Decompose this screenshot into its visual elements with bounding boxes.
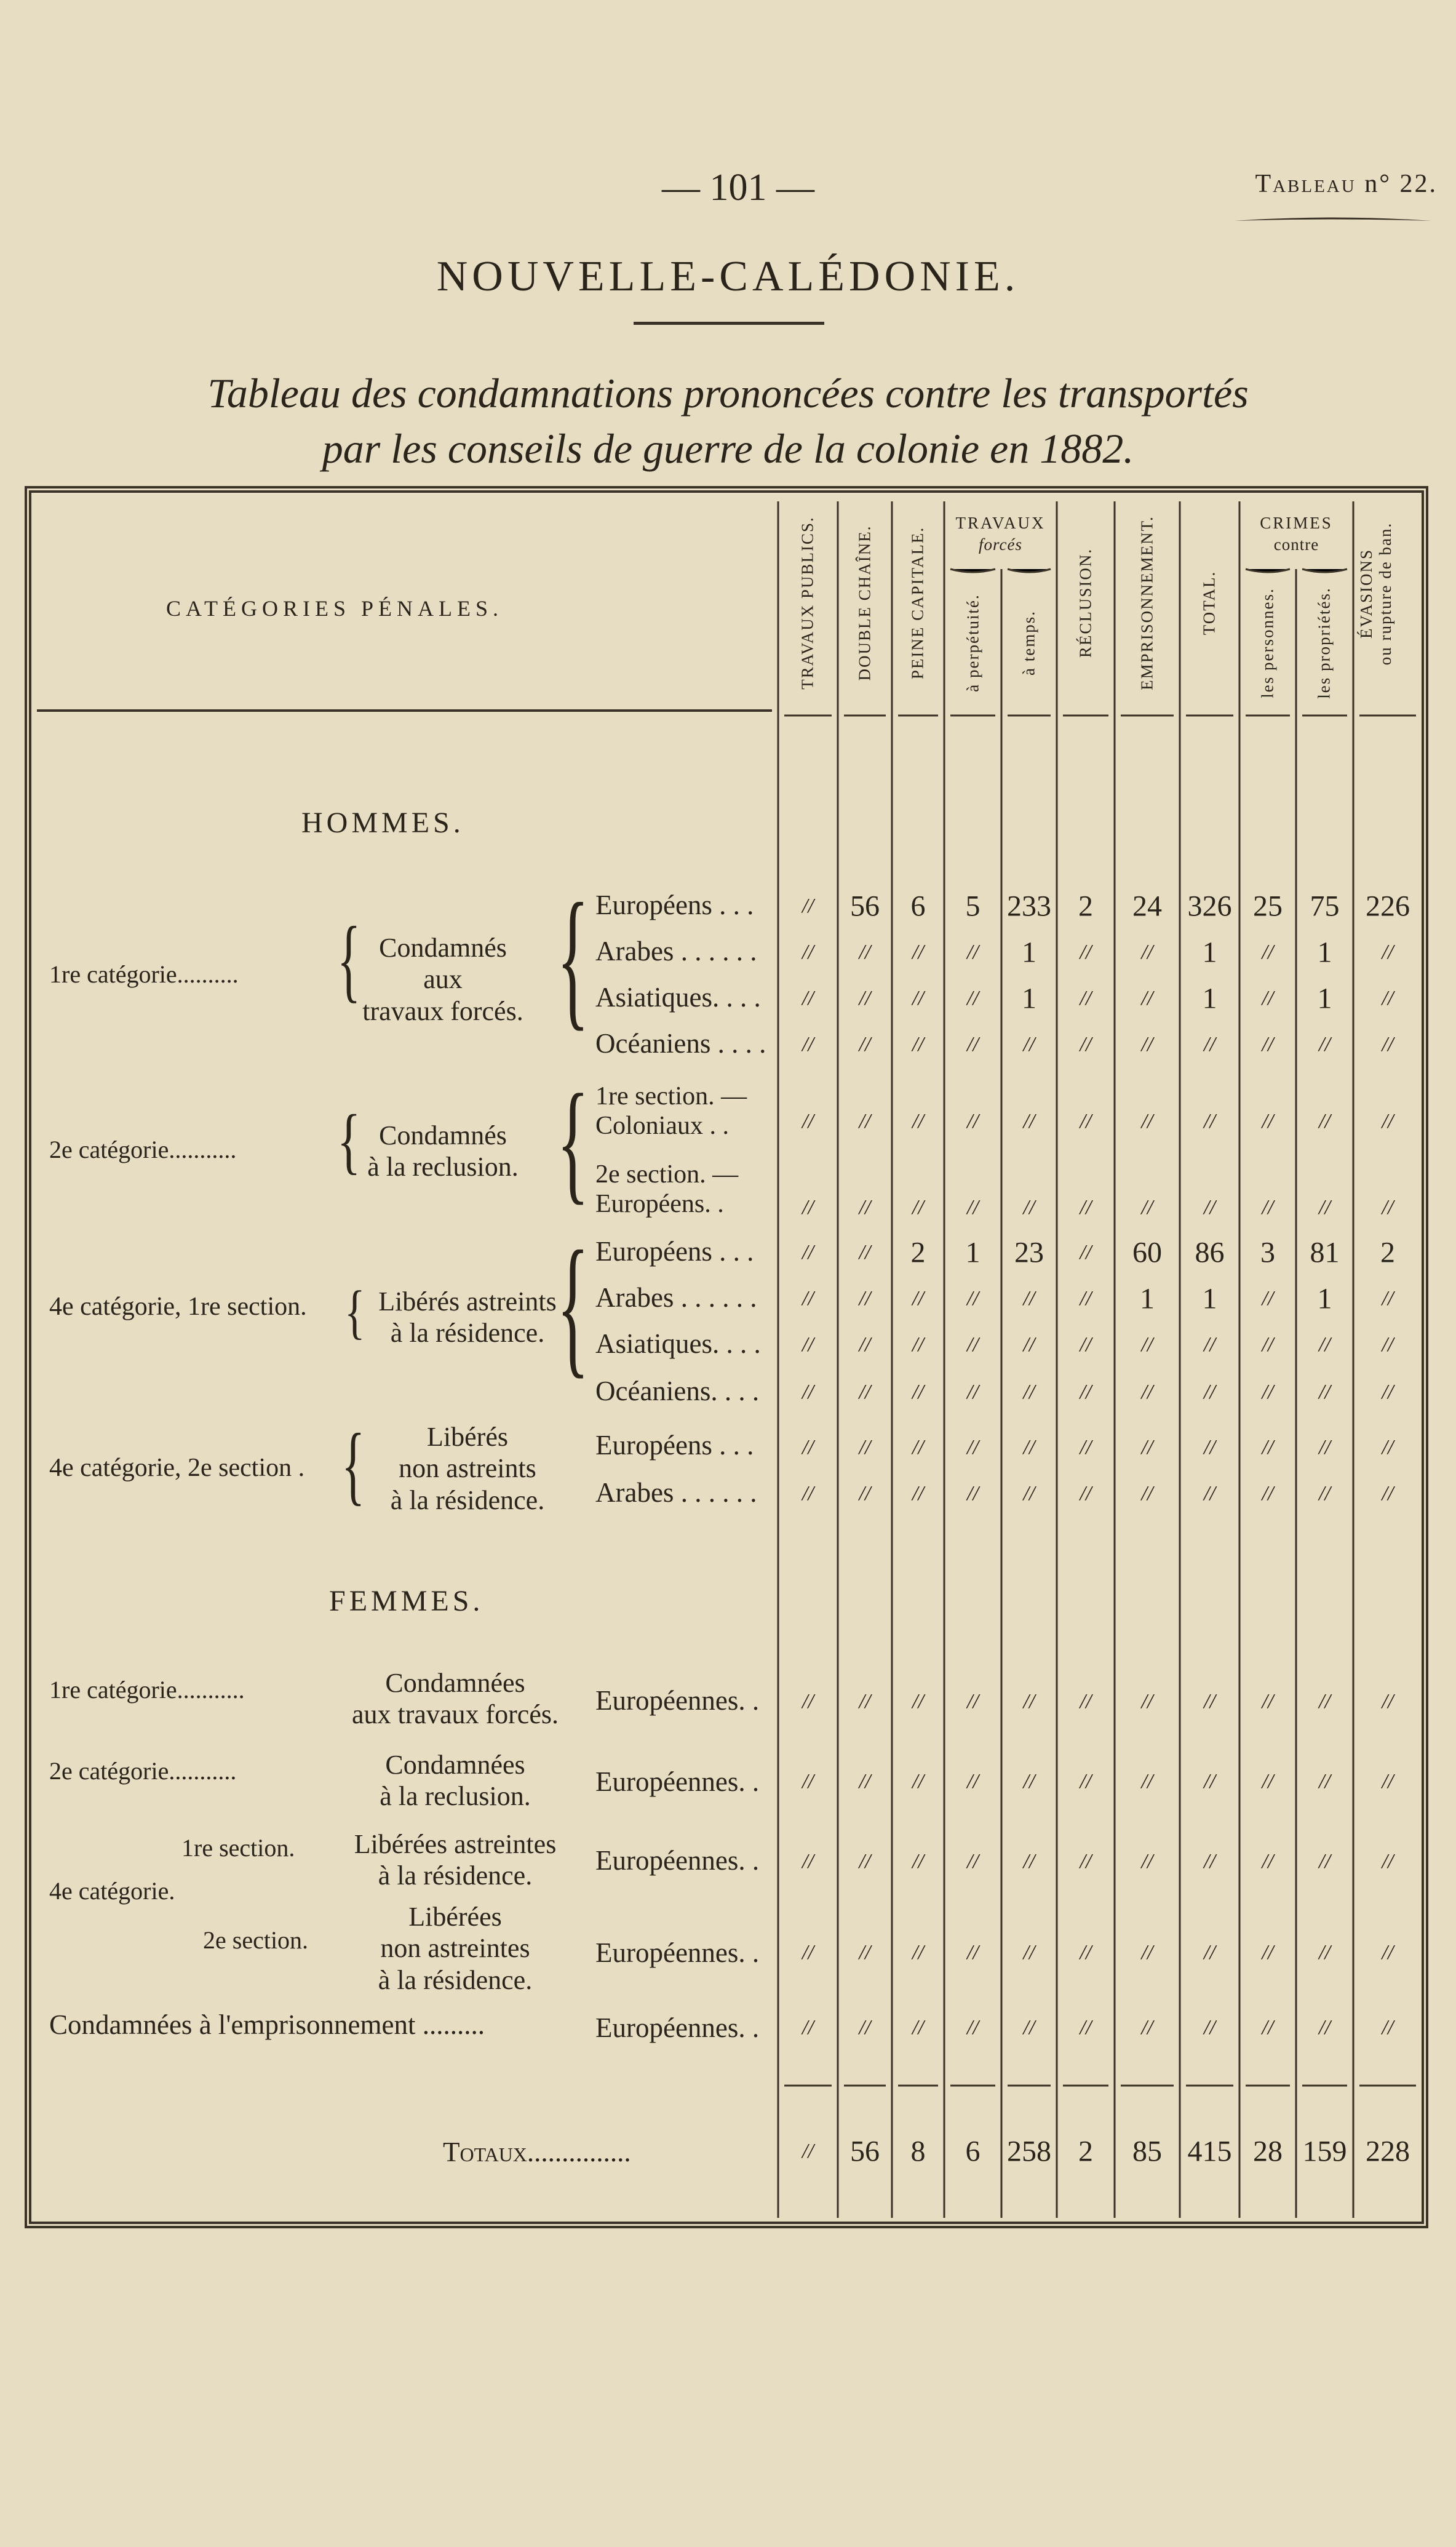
desc-line: à la résidence. bbox=[378, 1964, 533, 1995]
cell-h4b_ara-3: // bbox=[967, 1482, 979, 1505]
cell-h1_ara-1: // bbox=[859, 941, 871, 963]
cell-f_emp-0: // bbox=[802, 2016, 814, 2039]
cell-f_emp-10: // bbox=[1382, 2016, 1394, 2039]
label-europeens-b: Européens . . . bbox=[595, 1236, 754, 1267]
cell-f4_s2-6: // bbox=[1141, 1941, 1153, 1964]
label-h-cat1-desc bbox=[357, 932, 529, 1027]
cell-f_emp-8: // bbox=[1262, 2016, 1274, 2039]
cell-h1_ara-10: // bbox=[1382, 941, 1394, 963]
cell-h4a_eur-7: 86 bbox=[1195, 1236, 1225, 1269]
cell-f_emp-9: // bbox=[1319, 2016, 1331, 2039]
header-evasions-line2: ou rupture de ban. bbox=[1376, 522, 1394, 666]
header-crimes: CRIMES bbox=[1260, 514, 1333, 532]
label-f-cat2: 2e catégorie........... bbox=[49, 1757, 237, 1785]
cell-h4a_asi-5: // bbox=[1080, 1333, 1092, 1356]
cell-h4a_ara-4: // bbox=[1023, 1287, 1035, 1310]
brace: { bbox=[557, 1066, 589, 1216]
cell-h4b_ara-6: // bbox=[1141, 1482, 1153, 1505]
cell-h4a_oce-9: // bbox=[1319, 1381, 1331, 1403]
label-h-cat4s2: 4e catégorie, 2e section . bbox=[49, 1454, 305, 1482]
label-f-cat4-s2-desc bbox=[344, 1901, 566, 1996]
cell-f1-8: // bbox=[1262, 1690, 1274, 1713]
cell-f4_s2-4: // bbox=[1023, 1941, 1035, 1964]
cell-h2_s2-5: // bbox=[1080, 1196, 1092, 1219]
cell-h2_s2-8: // bbox=[1262, 1196, 1274, 1219]
cell-h2_s1-4: // bbox=[1023, 1110, 1035, 1133]
cell-h1_eur-1: 56 bbox=[850, 890, 880, 923]
cell-f4_s2-3: // bbox=[967, 1941, 979, 1964]
cell-h4a_ara-7: 1 bbox=[1202, 1282, 1217, 1315]
cell-f_emp-4: // bbox=[1023, 2016, 1035, 2039]
cell-f1-10: // bbox=[1382, 1690, 1394, 1713]
cell-h1_asi-7: 1 bbox=[1202, 982, 1217, 1015]
label-h-cat2: 2e catégorie........... bbox=[49, 1136, 237, 1163]
label-oceaniens: Océaniens . . . . bbox=[595, 1028, 766, 1059]
cell-h2_s2-10: // bbox=[1382, 1196, 1394, 1219]
cell-h2_s2-7: // bbox=[1204, 1196, 1215, 1219]
brace: { bbox=[557, 871, 589, 1044]
label-h-cat2-desc bbox=[357, 1120, 529, 1183]
cell-h1_oce-2: // bbox=[912, 1033, 924, 1056]
cell-h4b_eur-9: // bbox=[1319, 1436, 1331, 1459]
cell-h4b_ara-1: // bbox=[859, 1482, 871, 1505]
cell-h1_asi-6: // bbox=[1141, 987, 1153, 1010]
cell-h1_ara-9: 1 bbox=[1317, 936, 1332, 969]
sub-line: 2e section. — bbox=[595, 1160, 739, 1189]
tableau-number: n° 22. bbox=[1364, 170, 1438, 198]
cell-h2_s1-5: // bbox=[1080, 1110, 1092, 1133]
cell-h1_oce-9: // bbox=[1319, 1033, 1331, 1056]
desc-line: Condamnés bbox=[379, 933, 507, 963]
cell-h4a_ara-9: 1 bbox=[1317, 1282, 1332, 1315]
cell-h1_ara-5: // bbox=[1080, 941, 1092, 963]
desc-line: Libérées bbox=[408, 1902, 502, 1932]
cell-totaux-9: 159 bbox=[1302, 2135, 1347, 2168]
cell-f4_s1-3: // bbox=[967, 1850, 979, 1873]
header-reclusion: RÉCLUSION. bbox=[1076, 548, 1095, 658]
cell-f2-8: // bbox=[1262, 1770, 1274, 1793]
label-europeennes-d: Européennes. . bbox=[595, 1937, 760, 1968]
cell-h1_eur-4: 233 bbox=[1007, 890, 1051, 923]
cell-h4a_eur-10: 2 bbox=[1380, 1236, 1395, 1269]
cell-h4a_ara-3: // bbox=[967, 1287, 979, 1310]
cell-h1_eur-0: // bbox=[802, 895, 814, 917]
cell-h4a_eur-1: // bbox=[859, 1241, 871, 1264]
cell-h4a_oce-10: // bbox=[1382, 1381, 1394, 1403]
label-f-cat4-s1: 1re section. bbox=[181, 1834, 295, 1862]
cell-h4a_oce-5: // bbox=[1080, 1381, 1092, 1403]
cell-h4b_eur-2: // bbox=[912, 1436, 924, 1459]
desc-line: non astreintes bbox=[380, 1933, 530, 1964]
cell-h2_s2-9: // bbox=[1319, 1196, 1331, 1219]
desc-line: Condamnées bbox=[385, 1750, 525, 1780]
cell-h1_oce-3: // bbox=[967, 1033, 979, 1056]
cell-h2_s2-6: // bbox=[1141, 1196, 1153, 1219]
cell-f4_s2-0: // bbox=[802, 1941, 814, 1964]
label-europeennes-c: Européennes. . bbox=[595, 1845, 760, 1876]
cell-h1_ara-2: // bbox=[912, 941, 924, 963]
cell-totaux-5: 2 bbox=[1078, 2135, 1093, 2168]
cell-totaux-3: 6 bbox=[965, 2135, 981, 2168]
cell-h4a_oce-1: // bbox=[859, 1381, 871, 1403]
cell-totaux-0: // bbox=[802, 2140, 814, 2162]
brace: { bbox=[344, 1279, 365, 1346]
cell-f1-1: // bbox=[859, 1690, 871, 1713]
cell-f4_s2-2: // bbox=[912, 1941, 924, 1964]
cell-f_emp-7: // bbox=[1204, 2016, 1215, 2039]
sub-line: Coloniaux . . bbox=[595, 1112, 729, 1141]
cell-f1-6: // bbox=[1141, 1690, 1153, 1713]
cell-h1_eur-3: 5 bbox=[965, 890, 981, 923]
cell-h1_oce-6: // bbox=[1141, 1033, 1153, 1056]
cell-h1_ara-6: // bbox=[1141, 941, 1153, 963]
cell-h1_oce-10: // bbox=[1382, 1033, 1394, 1056]
header-double-chaine: DOUBLE CHAÎNE. bbox=[855, 525, 874, 681]
cell-f4_s2-10: // bbox=[1382, 1941, 1394, 1964]
cell-h4a_ara-5: // bbox=[1080, 1287, 1092, 1310]
brace: { bbox=[341, 1416, 365, 1515]
cell-h1_oce-0: // bbox=[802, 1033, 814, 1056]
cell-h4b_eur-1: // bbox=[859, 1436, 871, 1459]
cell-f1-9: // bbox=[1319, 1690, 1331, 1713]
cell-h4a_asi-10: // bbox=[1382, 1333, 1394, 1356]
cell-h4a_eur-2: 2 bbox=[910, 1236, 926, 1269]
cell-f4_s2-1: // bbox=[859, 1941, 871, 1964]
cell-h1_asi-5: // bbox=[1080, 987, 1092, 1010]
cell-f1-3: // bbox=[967, 1690, 979, 1713]
cell-h4b_ara-7: // bbox=[1204, 1482, 1215, 1505]
cell-h2_s2-2: // bbox=[912, 1196, 924, 1219]
cell-f4_s2-8: // bbox=[1262, 1941, 1274, 1964]
header-emprisonnement: EMPRISONNEMENT. bbox=[1137, 516, 1156, 690]
cell-h2_s1-7: // bbox=[1204, 1110, 1215, 1133]
cell-h4a_ara-8: // bbox=[1262, 1287, 1274, 1310]
section-hommes: HOMMES. bbox=[301, 807, 464, 839]
cell-f1-4: // bbox=[1023, 1690, 1035, 1713]
header-a-perpetuite: à perpétuité. bbox=[963, 594, 982, 692]
cell-h4a_ara-0: // bbox=[802, 1287, 814, 1310]
cell-h1_eur-2: 6 bbox=[910, 890, 926, 923]
cell-f1-7: // bbox=[1204, 1690, 1215, 1713]
desc-line: non astreints bbox=[399, 1453, 536, 1484]
header-les-proprietes: les propriétés. bbox=[1315, 587, 1334, 699]
cell-totaux-7: 415 bbox=[1187, 2135, 1232, 2168]
cell-f2-1: // bbox=[859, 1770, 871, 1793]
label-h-cat4s1: 4e catégorie, 1re section. bbox=[49, 1293, 307, 1321]
cell-h1_asi-1: // bbox=[859, 987, 871, 1010]
desc-line: Libérés astreints bbox=[378, 1286, 557, 1317]
page-number: — 101 — bbox=[662, 167, 814, 209]
cell-h1_eur-9: 75 bbox=[1310, 890, 1340, 923]
cell-totaux-10: 228 bbox=[1366, 2135, 1410, 2168]
label-europeennes-b: Européennes. . bbox=[595, 1766, 760, 1797]
cell-h4a_asi-1: // bbox=[859, 1333, 871, 1356]
cell-h2_s2-1: // bbox=[859, 1196, 871, 1219]
cell-h4a_oce-8: // bbox=[1262, 1381, 1274, 1403]
brace: { bbox=[557, 1219, 589, 1392]
desc-line: aux bbox=[423, 964, 463, 995]
label-h-cat2-sub1 bbox=[595, 1082, 747, 1141]
cell-f2-7: // bbox=[1204, 1770, 1215, 1793]
cell-h4a_oce-2: // bbox=[912, 1381, 924, 1403]
cell-totaux-1: 56 bbox=[850, 2135, 880, 2168]
cell-h4a_asi-3: // bbox=[967, 1333, 979, 1356]
desc-line: à la reclusion. bbox=[367, 1152, 519, 1182]
cell-totaux-2: 8 bbox=[910, 2135, 926, 2168]
cell-totaux-6: 85 bbox=[1132, 2135, 1162, 2168]
cell-h4a_oce-0: // bbox=[802, 1381, 814, 1403]
cell-h4b_ara-10: // bbox=[1382, 1482, 1394, 1505]
desc-line: à la résidence. bbox=[390, 1318, 545, 1349]
cell-h4a_oce-6: // bbox=[1141, 1381, 1153, 1403]
cell-f_emp-3: // bbox=[967, 2016, 979, 2039]
cell-h4a_asi-0: // bbox=[802, 1333, 814, 1356]
cell-f4_s1-0: // bbox=[802, 1850, 814, 1873]
header-a-temps: à temps. bbox=[1019, 610, 1038, 676]
cell-h2_s1-9: // bbox=[1319, 1110, 1331, 1133]
cell-h4b_eur-4: // bbox=[1023, 1436, 1035, 1459]
cell-f4_s2-9: // bbox=[1319, 1941, 1331, 1964]
desc-line: Condamnés bbox=[379, 1120, 507, 1150]
cell-h1_asi-10: // bbox=[1382, 987, 1394, 1010]
cell-f4_s1-2: // bbox=[912, 1850, 924, 1873]
cell-h4b_ara-8: // bbox=[1262, 1482, 1274, 1505]
cell-h1_asi-2: // bbox=[912, 987, 924, 1010]
cell-f2-3: // bbox=[967, 1770, 979, 1793]
cell-h2_s1-8: // bbox=[1262, 1110, 1274, 1133]
cell-h1_eur-5: 2 bbox=[1078, 890, 1093, 923]
header-travaux-forces: TRAVAUX bbox=[955, 514, 1046, 532]
cell-h4a_eur-6: 60 bbox=[1132, 1236, 1162, 1269]
sub-line: 1re section. — bbox=[595, 1082, 747, 1110]
label-europeennes: Européennes. . bbox=[595, 1685, 760, 1716]
header-travaux-forces-sub: forcés bbox=[979, 535, 1022, 554]
cell-f4_s2-7: // bbox=[1204, 1941, 1215, 1964]
cell-f4_s1-6: // bbox=[1141, 1850, 1153, 1873]
cell-h2_s1-1: // bbox=[859, 1110, 871, 1133]
header-categories: CATÉGORIES PÉNALES. bbox=[166, 596, 504, 621]
cell-f4_s1-8: // bbox=[1262, 1850, 1274, 1873]
desc-line: Libérées astreintes bbox=[354, 1829, 557, 1859]
header-evasions-line1: ÉVASIONS bbox=[1356, 548, 1375, 639]
cell-h1_oce-5: // bbox=[1080, 1033, 1092, 1056]
label-europeens: Européens . . . bbox=[595, 890, 754, 920]
main-title: NOUVELLE-CALÉDONIE. bbox=[436, 253, 1020, 300]
label-arabes-c: Arabes . . . . . . bbox=[595, 1477, 757, 1508]
cell-h1_ara-0: // bbox=[802, 941, 814, 963]
cell-f2-5: // bbox=[1080, 1770, 1092, 1793]
cell-h4a_eur-3: 1 bbox=[965, 1236, 981, 1269]
cell-h1_ara-7: 1 bbox=[1202, 936, 1217, 969]
cell-h4a_eur-4: 23 bbox=[1014, 1236, 1044, 1269]
cell-h4a_asi-9: // bbox=[1319, 1333, 1331, 1356]
label-f-cat1: 1re catégorie........... bbox=[49, 1676, 245, 1704]
cell-f_emp-5: // bbox=[1080, 2016, 1092, 2039]
cell-f4_s1-10: // bbox=[1382, 1850, 1394, 1873]
cell-f2-4: // bbox=[1023, 1770, 1035, 1793]
cell-f4_s1-4: // bbox=[1023, 1850, 1035, 1873]
cell-totaux-8: 28 bbox=[1253, 2135, 1283, 2168]
label-europeennes-e: Européennes. . bbox=[595, 2012, 760, 2043]
cell-h4a_eur-8: 3 bbox=[1260, 1236, 1275, 1269]
cell-f_emp-2: // bbox=[912, 2016, 924, 2039]
cell-h4b_eur-10: // bbox=[1382, 1436, 1394, 1459]
cell-h4a_ara-2: // bbox=[912, 1287, 924, 1310]
cell-f1-2: // bbox=[912, 1690, 924, 1713]
cell-h1_eur-10: 226 bbox=[1366, 890, 1410, 923]
desc-line: travaux forcés. bbox=[362, 995, 523, 1026]
label-f-cat4-s1-desc bbox=[344, 1828, 566, 1892]
cell-f_emp-1: // bbox=[859, 2016, 871, 2039]
label-f-cat1-desc bbox=[344, 1667, 566, 1731]
section-femmes: FEMMES. bbox=[329, 1585, 484, 1617]
cell-h4b_eur-6: // bbox=[1141, 1436, 1153, 1459]
cell-h1_oce-1: // bbox=[859, 1033, 871, 1056]
cell-h2_s1-2: // bbox=[912, 1110, 924, 1133]
cell-f4_s1-9: // bbox=[1319, 1850, 1331, 1873]
cell-h1_ara-8: // bbox=[1262, 941, 1274, 963]
label-h-cat1: 1re catégorie.......... bbox=[49, 960, 239, 988]
cell-f1-5: // bbox=[1080, 1690, 1092, 1713]
cell-f2-2: // bbox=[912, 1770, 924, 1793]
cell-h4b_eur-3: // bbox=[967, 1436, 979, 1459]
desc-line: aux travaux forcés. bbox=[352, 1699, 559, 1730]
header-total: TOTAL. bbox=[1199, 570, 1219, 636]
cell-h1_eur-8: 25 bbox=[1253, 890, 1283, 923]
cell-h1_asi-0: // bbox=[802, 987, 814, 1010]
cell-h4a_eur-5: // bbox=[1080, 1241, 1092, 1264]
cell-h1_asi-3: // bbox=[967, 987, 979, 1010]
desc-line: Libérés bbox=[427, 1422, 508, 1452]
cell-f4_s1-5: // bbox=[1080, 1850, 1092, 1873]
cell-h1_oce-7: // bbox=[1204, 1033, 1215, 1056]
header-travaux-publics: TRAVAUX PUBLICS. bbox=[798, 516, 817, 690]
tableau-prefix: Tableau bbox=[1255, 170, 1356, 198]
cell-h4b_eur-0: // bbox=[802, 1436, 814, 1459]
cell-h1_asi-9: 1 bbox=[1317, 982, 1332, 1015]
label-h-cat4s1-desc bbox=[366, 1286, 569, 1349]
cell-h2_s1-3: // bbox=[967, 1110, 979, 1133]
cell-h4b_ara-2: // bbox=[912, 1482, 924, 1505]
subtitle-line-2: par les conseils de guerre de la colonie en 1882. bbox=[322, 425, 1134, 472]
cell-h1_eur-6: 24 bbox=[1132, 890, 1162, 923]
cell-h4a_asi-7: // bbox=[1204, 1333, 1215, 1356]
label-arabes: Arabes . . . . . . bbox=[595, 936, 757, 967]
desc-line: Condamnées bbox=[385, 1668, 525, 1698]
cell-f4_s2-5: // bbox=[1080, 1941, 1092, 1964]
desc-line: à la reclusion. bbox=[380, 1781, 531, 1812]
label-asiatiques-b: Asiatiques. . . . bbox=[595, 1328, 761, 1359]
label-oceaniens-b: Océaniens. . . . bbox=[595, 1376, 760, 1406]
cell-h4a_asi-2: // bbox=[912, 1333, 924, 1356]
cell-h1_asi-8: // bbox=[1262, 987, 1274, 1010]
cell-h1_ara-4: 1 bbox=[1022, 936, 1036, 969]
desc-line: à la résidence. bbox=[390, 1485, 545, 1515]
cell-h1_oce-8: // bbox=[1262, 1033, 1274, 1056]
label-asiatiques: Asiatiques. . . . bbox=[595, 982, 761, 1013]
header-peine-capitale: PEINE CAPITALE. bbox=[908, 526, 927, 680]
cell-h2_s1-6: // bbox=[1141, 1110, 1153, 1133]
cell-h1_asi-4: 1 bbox=[1022, 982, 1036, 1015]
cell-h4b_ara-0: // bbox=[802, 1482, 814, 1505]
cell-h4a_oce-3: // bbox=[967, 1381, 979, 1403]
desc-line: à la résidence. bbox=[378, 1860, 533, 1891]
cell-h1_ara-3: // bbox=[967, 941, 979, 963]
cell-f2-10: // bbox=[1382, 1770, 1394, 1793]
cell-h4b_ara-4: // bbox=[1023, 1482, 1035, 1505]
label-f-cat4: 4e catégorie. bbox=[49, 1877, 175, 1905]
cell-f2-0: // bbox=[802, 1770, 814, 1793]
cell-h4a_oce-4: // bbox=[1023, 1381, 1035, 1403]
label-f-cat2-desc bbox=[344, 1749, 566, 1812]
cell-h2_s1-10: // bbox=[1382, 1110, 1394, 1133]
cell-h4a_ara-1: // bbox=[859, 1287, 871, 1310]
cell-h1_oce-4: // bbox=[1023, 1033, 1035, 1056]
cell-h4a_ara-10: // bbox=[1382, 1287, 1394, 1310]
subtitle-line-1: Tableau des condamnations prononcées contre les transportés bbox=[207, 370, 1249, 417]
brace: { bbox=[337, 1101, 361, 1182]
brace: { bbox=[337, 909, 361, 1012]
label-h-cat4s2-desc bbox=[366, 1421, 569, 1516]
cell-h4b_eur-8: // bbox=[1262, 1436, 1274, 1459]
cell-f1-0: // bbox=[802, 1690, 814, 1713]
cell-h4a_asi-8: // bbox=[1262, 1333, 1274, 1356]
label-europeens-c: Européens . . . bbox=[595, 1430, 754, 1461]
label-arabes-b: Arabes . . . . . . bbox=[595, 1282, 757, 1313]
header-crimes-contre: contre bbox=[1273, 535, 1319, 554]
header-evasions bbox=[1357, 522, 1395, 665]
cell-h2_s2-0: // bbox=[802, 1196, 814, 1219]
cell-f4_s1-1: // bbox=[859, 1850, 871, 1873]
cell-h2_s1-0: // bbox=[802, 1110, 814, 1133]
cell-h4a_eur-9: 81 bbox=[1310, 1236, 1340, 1269]
cell-h4b_eur-7: // bbox=[1204, 1436, 1215, 1459]
sub-line: Européens. . bbox=[595, 1190, 724, 1219]
cell-f_emp-6: // bbox=[1141, 2016, 1153, 2039]
label-h-cat2-sub2 bbox=[595, 1160, 738, 1219]
label-f-cat4-s2: 2e section. bbox=[203, 1926, 309, 1954]
cell-h2_s2-4: // bbox=[1023, 1196, 1035, 1219]
cell-h4a_asi-6: // bbox=[1141, 1333, 1153, 1356]
cell-h4a_eur-0: // bbox=[802, 1241, 814, 1264]
cell-f4_s1-7: // bbox=[1204, 1850, 1215, 1873]
label-totaux: Totaux............... bbox=[443, 2137, 631, 2167]
cell-f2-6: // bbox=[1141, 1770, 1153, 1793]
cell-f2-9: // bbox=[1319, 1770, 1331, 1793]
header-les-personnes: les personnes. bbox=[1258, 588, 1277, 698]
cell-h4b_eur-5: // bbox=[1080, 1436, 1092, 1459]
cell-h4a_asi-4: // bbox=[1023, 1333, 1035, 1356]
cell-h4a_oce-7: // bbox=[1204, 1381, 1215, 1403]
cell-h4b_ara-9: // bbox=[1319, 1482, 1331, 1505]
cell-h2_s2-3: // bbox=[967, 1196, 979, 1219]
cell-totaux-4: 258 bbox=[1007, 2135, 1051, 2168]
cell-h4a_ara-6: 1 bbox=[1140, 1282, 1155, 1315]
cell-h4b_ara-5: // bbox=[1080, 1482, 1092, 1505]
label-f-emprisonnement: Condamnées à l'emprisonnement ......... bbox=[49, 2009, 485, 2040]
cell-h1_eur-7: 326 bbox=[1187, 890, 1232, 923]
